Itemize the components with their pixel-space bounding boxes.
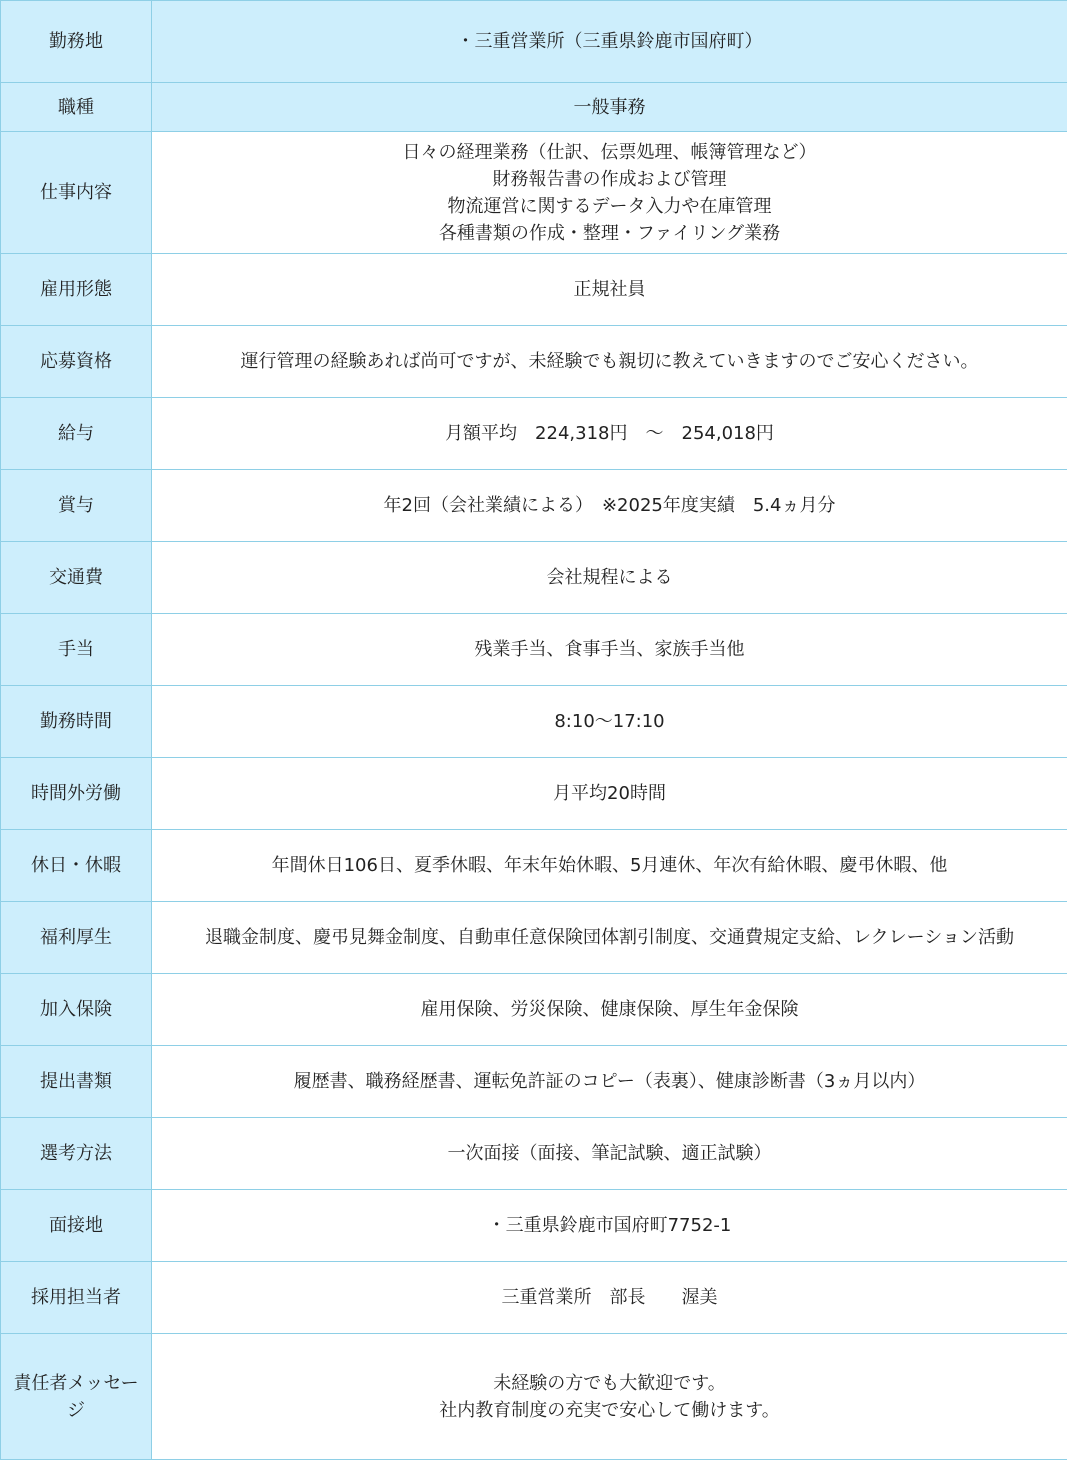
value-line: 社内教育制度の充実で安心して働けます。	[158, 1397, 1061, 1424]
row-value	[152, 254, 1067, 326]
row-value	[152, 830, 1067, 902]
row-value	[152, 132, 1067, 254]
row-label: 応募資格	[1, 326, 152, 398]
row-label: 休日・休暇	[1, 830, 152, 902]
value-line: 8:10～17:10	[158, 708, 1061, 735]
row-salary	[1, 398, 1067, 470]
value-line: 物流運営に関するデータ入力や在庫管理	[158, 193, 1061, 220]
row-selection-method	[1, 1118, 1067, 1190]
row-documents	[1, 1046, 1067, 1118]
value-line: 三重営業所 部長 渥美	[158, 1284, 1061, 1311]
row-label: 採用担当者	[1, 1262, 152, 1334]
row-insurance	[1, 974, 1067, 1046]
row-value	[152, 686, 1067, 758]
row-label: 仕事内容	[1, 132, 152, 254]
value-line: 正規社員	[158, 276, 1061, 303]
row-transport-allowance	[1, 542, 1067, 614]
row-employment-type	[1, 254, 1067, 326]
row-recruiter	[1, 1262, 1067, 1334]
value-line: 会社規程による	[158, 564, 1061, 591]
row-allowances	[1, 614, 1067, 686]
row-label: 選考方法	[1, 1118, 152, 1190]
row-qualifications	[1, 326, 1067, 398]
row-value	[152, 1190, 1067, 1262]
row-interview-location	[1, 1190, 1067, 1262]
value-line: 一次面接（面接、筆記試験、適正試験）	[158, 1140, 1061, 1167]
row-label: 勤務地	[1, 1, 152, 83]
row-label: 責任者メッセージ	[1, 1334, 152, 1460]
row-value	[152, 1, 1067, 83]
value-line: 各種書類の作成・整理・ファイリング業務	[158, 220, 1061, 247]
row-label: 交通費	[1, 542, 152, 614]
row-label: 賞与	[1, 470, 152, 542]
value-line: 財務報告書の作成および管理	[158, 166, 1061, 193]
row-value	[152, 398, 1067, 470]
value-line: 日々の経理業務（仕訳、伝票処理、帳簿管理など）	[158, 139, 1061, 166]
value-line: 年間休日106日、夏季休暇、年末年始休暇、5月連休、年次有給休暇、慶弔休暇、他	[158, 852, 1061, 879]
row-value	[152, 1118, 1067, 1190]
row-job-description	[1, 132, 1067, 254]
row-value	[152, 758, 1067, 830]
row-value	[152, 1262, 1067, 1334]
row-value	[152, 542, 1067, 614]
row-value	[152, 614, 1067, 686]
value-line: 雇用保険、労災保険、健康保険、厚生年金保険	[158, 996, 1061, 1023]
row-value	[152, 1334, 1067, 1460]
row-value	[152, 326, 1067, 398]
row-holidays	[1, 830, 1067, 902]
value-line: ・三重県鈴鹿市国府町7752-1	[158, 1212, 1061, 1239]
row-job-type	[1, 83, 1067, 132]
row-label: 手当	[1, 614, 152, 686]
value-line: 運行管理の経験あれば尚可ですが、未経験でも親切に教えていきますのでご安心ください。	[158, 348, 1061, 375]
row-label: 面接地	[1, 1190, 152, 1262]
value-line: 月平均20時間	[158, 780, 1061, 807]
value-line: ・三重営業所（三重県鈴鹿市国府町）	[158, 28, 1061, 55]
row-label: 勤務時間	[1, 686, 152, 758]
row-work-location	[1, 1, 1067, 83]
row-bonus	[1, 470, 1067, 542]
row-label: 時間外労働	[1, 758, 152, 830]
value-line: 残業手当、食事手当、家族手当他	[158, 636, 1061, 663]
value-line: 一般事務	[158, 94, 1061, 121]
row-value	[152, 1046, 1067, 1118]
value-line: 未経験の方でも大歓迎です。	[158, 1370, 1061, 1397]
row-label: 職種	[1, 83, 152, 132]
row-working-hours	[1, 686, 1067, 758]
row-label: 加入保険	[1, 974, 152, 1046]
value-line: 月額平均 224,318円 ～ 254,018円	[158, 420, 1061, 447]
row-value	[152, 83, 1067, 132]
row-label: 福利厚生	[1, 902, 152, 974]
row-manager-message	[1, 1334, 1067, 1460]
row-value	[152, 974, 1067, 1046]
row-label: 給与	[1, 398, 152, 470]
row-benefits	[1, 902, 1067, 974]
row-label: 提出書類	[1, 1046, 152, 1118]
value-line: 年2回（会社業績による） ※2025年度実績 5.4ヵ月分	[158, 492, 1061, 519]
value-line: 履歴書、職務経歴書、運転免許証のコピー（表裏）、健康診断書（3ヵ月以内）	[158, 1068, 1061, 1095]
row-value	[152, 470, 1067, 542]
row-overtime	[1, 758, 1067, 830]
row-label: 雇用形態	[1, 254, 152, 326]
row-value	[152, 902, 1067, 974]
value-line: 退職金制度、慶弔見舞金制度、自動車任意保険団体割引制度、交通費規定支給、レクレーション活動	[158, 924, 1061, 951]
